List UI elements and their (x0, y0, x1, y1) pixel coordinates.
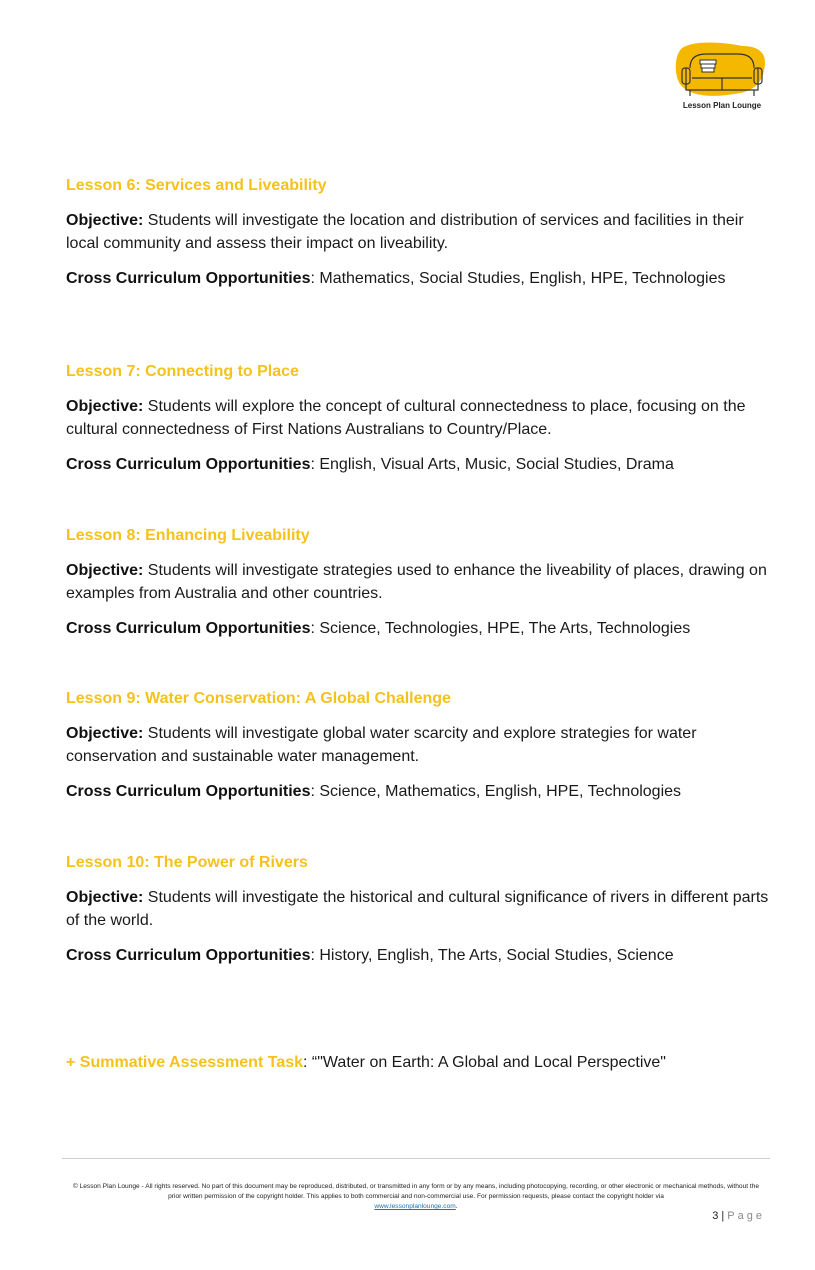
ccr-text: : Science, Mathematics, English, HPE, Technologies (310, 783, 682, 800)
lesson-7 (66, 362, 771, 476)
page-word: Page (727, 1210, 765, 1222)
lesson-cross-curriculum (66, 944, 771, 967)
lesson-6 (66, 176, 771, 290)
lesson-cross-curriculum (66, 267, 771, 290)
lesson-9 (66, 689, 771, 803)
lesson-title: Lesson 9: Water Conservation: A Global Challenge (66, 690, 451, 707)
ccr-text: : Mathematics, Social Studies, English, HPE, Technologies (310, 270, 726, 287)
summative-assessment-task (66, 1052, 666, 1074)
objective-text: Students will investigate the location and distribution of services and facilities in their local community and assess their impact on liveability. (66, 212, 744, 252)
lesson-objective (66, 886, 771, 932)
ccr-label: Cross Curriculum Opportunities (66, 620, 311, 637)
objective-text: Students will investigate global water scarcity and explore strategies for water conservation and sustainable water management. (66, 725, 697, 765)
objective-label: Objective: (66, 212, 144, 229)
ccr-label: Cross Curriculum Opportunities (66, 783, 311, 800)
lesson-objective (66, 395, 771, 441)
ccr-text: : History, English, The Arts, Social Studies, Science (310, 947, 674, 964)
lesson-8 (66, 526, 771, 640)
link-suffix: . (455, 1203, 458, 1210)
lesson-title: Lesson 6: Services and Liveability (66, 177, 327, 194)
sofa-icon (672, 40, 772, 102)
page-number (712, 1210, 765, 1222)
objective-text: Students will investigate the historical and cultural significance of rivers in different parts of the world. (66, 889, 769, 929)
lesson-title: Lesson 10: The Power of Rivers (66, 854, 308, 871)
ccr-label: Cross Curriculum Opportunities (66, 270, 311, 287)
objective-text: Students will explore the concept of cultural connectedness to place, focusing on the cultural connectedness of First Nations Australians to Country/Place. (66, 398, 746, 438)
summative-label: + Summative Assessment Task (66, 1054, 304, 1071)
ccr-text: : English, Visual Arts, Music, Social Studies, Drama (310, 456, 674, 473)
website-link[interactable]: www.lessonplanlounge.com (374, 1203, 456, 1210)
ccr-text: : Science, Technologies, HPE, The Arts, Technologies (310, 620, 691, 637)
logo (672, 40, 772, 116)
lesson-10 (66, 853, 771, 967)
objective-label: Objective: (66, 725, 144, 742)
lesson-objective (66, 722, 771, 768)
summative-text: : “"Water on Earth: A Global and Local Perspective" (303, 1054, 666, 1071)
logo-text: Lesson Plan Lounge (682, 101, 762, 110)
lesson-cross-curriculum (66, 780, 771, 803)
copyright-text: © Lesson Plan Lounge - All rights reserved. No part of this document may be reproduced, distributed, or transmitted in any form or by any means, including photocopying, recording, or other electronic or mechanical methods, without the prior written permission of the copyright holder. This applies to both commercial and non-commercial use. For permission requests, please contact the copyright holder via (72, 1183, 760, 1200)
page-number-value: 3 (712, 1210, 719, 1222)
footer-divider (62, 1158, 770, 1159)
objective-label: Objective: (66, 398, 144, 415)
page-separator: | (718, 1210, 728, 1222)
footer-copyright (66, 1182, 766, 1212)
ccr-label: Cross Curriculum Opportunities (66, 947, 311, 964)
lesson-cross-curriculum (66, 453, 771, 476)
objective-text: Students will investigate strategies used to enhance the liveability of places, drawing on examples from Australia and other countries. (66, 562, 767, 602)
lesson-objective (66, 209, 771, 255)
objective-label: Objective: (66, 562, 144, 579)
lesson-cross-curriculum (66, 617, 771, 640)
objective-label: Objective: (66, 889, 144, 906)
ccr-label: Cross Curriculum Opportunities (66, 456, 311, 473)
lesson-objective (66, 559, 771, 605)
lesson-title: Lesson 7: Connecting to Place (66, 363, 299, 380)
lesson-title: Lesson 8: Enhancing Liveability (66, 527, 310, 544)
